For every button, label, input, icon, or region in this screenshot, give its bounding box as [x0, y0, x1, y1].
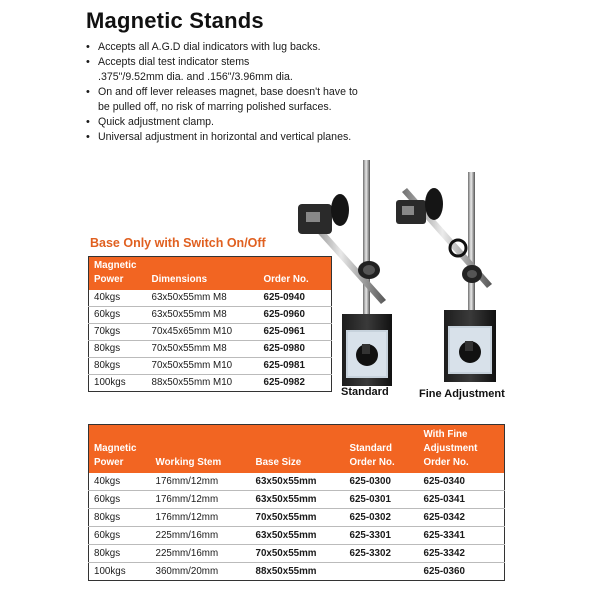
header-text: Magnetic [94, 260, 137, 271]
cell-order-no: 625-0980 [259, 341, 332, 358]
cell-power: 100kgs [89, 563, 151, 581]
cell-standard-order-no: 625-0302 [345, 509, 419, 527]
cell-power: 70kgs [89, 324, 147, 341]
header-fine-adjustment-order-no [419, 425, 505, 474]
cell-dimensions: 63x50x55mm M8 [147, 307, 259, 324]
cell-dimensions: 70x45x65mm M10 [147, 324, 259, 341]
feature-text: Accepts all A.G.D dial indicators with lug backs. [98, 41, 321, 53]
header-working-stem: Working Stem [151, 425, 251, 474]
cell-power: 60kgs [89, 307, 147, 324]
feature-item [86, 85, 506, 115]
standard-stand-image [296, 160, 392, 388]
cell-order-no: 625-0961 [259, 324, 332, 341]
header-text: Power [94, 274, 124, 285]
cell-base-size: 70x50x55mm [251, 509, 345, 527]
feature-text: Quick adjustment clamp. [98, 116, 214, 128]
header-base-size: Base Size [251, 425, 345, 474]
table-row [89, 545, 505, 563]
header-dimensions: Dimensions [147, 257, 259, 291]
cell-dimensions: 88x50x55mm M10 [147, 375, 259, 392]
cell-power: 80kgs [89, 545, 151, 563]
header-order-no: Order No. [259, 257, 332, 291]
fine-adjustment-stand-image [396, 172, 500, 388]
cell-base-size: 88x50x55mm [251, 563, 345, 581]
cell-base-size: 63x50x55mm [255, 476, 317, 487]
cell-fine-order-no: 625-0341 [419, 491, 505, 509]
cell-standard-order-no [345, 563, 419, 581]
cell-power: 40kgs [94, 292, 121, 303]
cell-standard-order-no: 625-0300 [349, 476, 391, 487]
header-magnetic-power [89, 425, 151, 474]
cell-base-size: 63x50x55mm [251, 491, 345, 509]
cell-power: 60kgs [89, 491, 151, 509]
feature-text-continued: be pulled off, no risk of marring polished surfaces. [98, 101, 332, 113]
cell-standard-order-no: 625-0301 [345, 491, 419, 509]
cell-dimensions: 70x50x55mm M10 [147, 358, 259, 375]
caption-standard: Standard [341, 386, 389, 398]
cell-working-stem: 176mm/12mm [151, 509, 251, 527]
cell-order-no: 625-0960 [259, 307, 332, 324]
header-text: Order No. [349, 457, 395, 468]
cell-power: 40kgs [94, 476, 121, 487]
caption-fine-adjustment: Fine Adjustment [419, 388, 505, 400]
cell-power: 80kgs [89, 341, 147, 358]
feature-text: On and off lever releases magnet, base doesn't have to [98, 86, 358, 98]
table-header-row [89, 425, 505, 474]
header-text: Power [94, 457, 124, 468]
feature-text: Accepts dial test indicator stems [98, 56, 250, 68]
table-row [89, 473, 505, 491]
feature-item [86, 40, 506, 55]
table-row [89, 563, 505, 581]
header-text: Adjustment [423, 443, 478, 454]
cell-fine-order-no: 625-0360 [419, 563, 505, 581]
feature-text: Universal adjustment in horizontal and vertical planes. [98, 131, 352, 143]
cell-dimensions: 63x50x55mm M8 [151, 292, 227, 303]
header-text: With Fine [423, 429, 468, 440]
cell-standard-order-no: 625-3301 [345, 527, 419, 545]
header-text: Order No. [423, 457, 469, 468]
table-row [89, 527, 505, 545]
page-title: Magnetic Stands [86, 8, 264, 33]
cell-fine-order-no: 625-0342 [419, 509, 505, 527]
cell-power: 80kgs [89, 358, 147, 375]
cell-fine-order-no: 625-0340 [423, 476, 465, 487]
cell-power: 60kgs [89, 527, 151, 545]
header-text: Standard [349, 443, 392, 454]
cell-base-size: 70x50x55mm [251, 545, 345, 563]
cell-standard-order-no: 625-3302 [345, 545, 419, 563]
feature-item [86, 55, 506, 85]
header-standard-order-no [345, 425, 419, 474]
cell-order-no: 625-0982 [259, 375, 332, 392]
cell-fine-order-no: 625-3342 [419, 545, 505, 563]
cell-working-stem: 176mm/12mm [151, 491, 251, 509]
feature-item [86, 130, 506, 145]
section-title-base-only: Base Only with Switch On/Off [90, 236, 266, 250]
cell-order-no: 625-0940 [263, 292, 305, 303]
magnetic-stand-table [88, 424, 505, 581]
header-text: Magnetic [94, 443, 137, 454]
cell-working-stem: 225mm/16mm [151, 545, 251, 563]
feature-list [86, 40, 506, 145]
cell-fine-order-no: 625-3341 [419, 527, 505, 545]
feature-text-continued: .375"/9.52mm dia. and .156"/3.96mm dia. [98, 71, 293, 83]
cell-working-stem: 225mm/16mm [151, 527, 251, 545]
cell-working-stem: 360mm/20mm [151, 563, 251, 581]
cell-working-stem: 176mm/12mm [155, 476, 219, 487]
cell-power: 80kgs [89, 509, 151, 527]
table-row [89, 491, 505, 509]
feature-item [86, 115, 506, 130]
cell-base-size: 63x50x55mm [251, 527, 345, 545]
header-magnetic-power [89, 257, 147, 291]
cell-order-no: 625-0981 [259, 358, 332, 375]
cell-power: 100kgs [89, 375, 147, 392]
table-row [89, 509, 505, 527]
cell-dimensions: 70x50x55mm M8 [147, 341, 259, 358]
